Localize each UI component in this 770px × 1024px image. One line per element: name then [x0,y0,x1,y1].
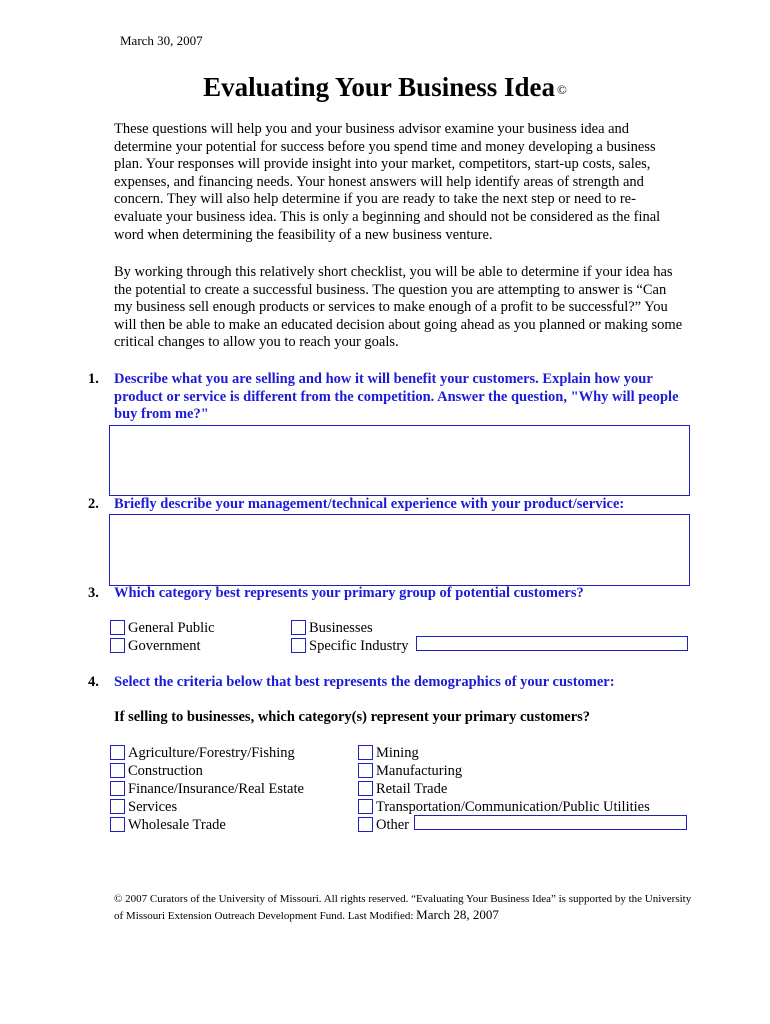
footer-text: © 2007 Curators of the University of Missouri. All rights reserved. “Evaluating Your Business Idea” is supported by the University of Missouri Extension Outreach Development Fund. Last Modified: [114,893,692,922]
question-3-number: 3. [88,585,99,601]
checkbox-retail[interactable] [358,781,373,796]
checkbox-wholesale[interactable] [110,817,125,832]
checkbox-general-public[interactable] [110,620,125,635]
document-date: March 30, 2007 [120,33,203,48]
intro-paragraph-2: By working through this relatively short checklist, you will be able to determine if your idea has the potential to create a successful business. The question you are attempting to answer is “Can my business sell enough products or services to make enough of a profit to be successful?” You will then be able to make an educated decision about going ahead as you planned or making some critical changes to allow you to reach your goals. [114,264,683,351]
label-transportation: Transportation/Communication/Public Utilities [376,799,650,815]
label-businesses: Businesses [309,620,373,636]
label-specific-industry: Specific Industry [309,638,409,654]
question-2-text: Briefly describe your management/technical experience with your product/service: [114,496,625,512]
footer [114,892,694,924]
page-title-text: Evaluating Your Business Idea [203,72,555,102]
checkbox-transportation[interactable] [358,799,373,814]
last-modified-date: March 28, 2007 [416,907,499,922]
question-2-number: 2. [88,496,99,512]
checkbox-mining[interactable] [358,745,373,760]
label-government: Government [128,638,201,654]
question-4-text: Select the criteria below that best represents the demographics of your customer: [114,674,615,690]
checkbox-manufacturing[interactable] [358,763,373,778]
label-other: Other [376,817,410,833]
label-services: Services [128,799,178,815]
question-1-number: 1. [88,371,99,387]
checkbox-specific-industry[interactable] [291,638,306,653]
question-4-subheading: If selling to businesses, which category(s) represent your primary customers? [114,709,591,725]
page-title [0,72,770,103]
checkbox-finance[interactable] [110,781,125,796]
checkbox-businesses[interactable] [291,620,306,635]
question-1-answer-field[interactable] [109,425,690,496]
checkbox-agriculture[interactable] [110,745,125,760]
question-3-text: Which category best represents your primary group of potential customers? [114,585,584,601]
specific-industry-input[interactable] [416,636,688,651]
label-construction: Construction [128,763,203,779]
label-mining: Mining [376,745,419,761]
copyright-mark: © [556,81,567,97]
other-input[interactable] [414,815,687,830]
question-1-text: Describe what you are selling and how it will benefit your customers. Explain how your product or service is different from the competition. Answer the question, "Why will people buy from me?" [114,371,679,423]
label-wholesale: Wholesale Trade [128,817,226,833]
question-2-answer-field[interactable] [109,514,690,586]
question-4-number: 4. [88,674,99,690]
label-retail: Retail Trade [376,781,448,797]
checkbox-other[interactable] [358,817,373,832]
intro-paragraph-1: These questions will help you and your business advisor examine your business idea and determine your potential for success before you spend time and money developing a business plan. Your responses will provide insight into your market, competitors, start-up costs, sales, expenses, and financing needs. Your honest answers will help identify areas of strength and concern. They will also help determine if you are ready to take the next step or need to re-evaluate your business idea. This is only a beginning and should not be considered as the final word when determining the feasibility of a new business venture. [114,121,661,243]
checkbox-government[interactable] [110,638,125,653]
checkbox-construction[interactable] [110,763,125,778]
label-manufacturing: Manufacturing [376,763,463,779]
label-agriculture: Agriculture/Forestry/Fishing [128,745,295,761]
label-general-public: General Public [128,620,215,636]
label-finance: Finance/Insurance/Real Estate [128,781,304,797]
checkbox-services[interactable] [110,799,125,814]
